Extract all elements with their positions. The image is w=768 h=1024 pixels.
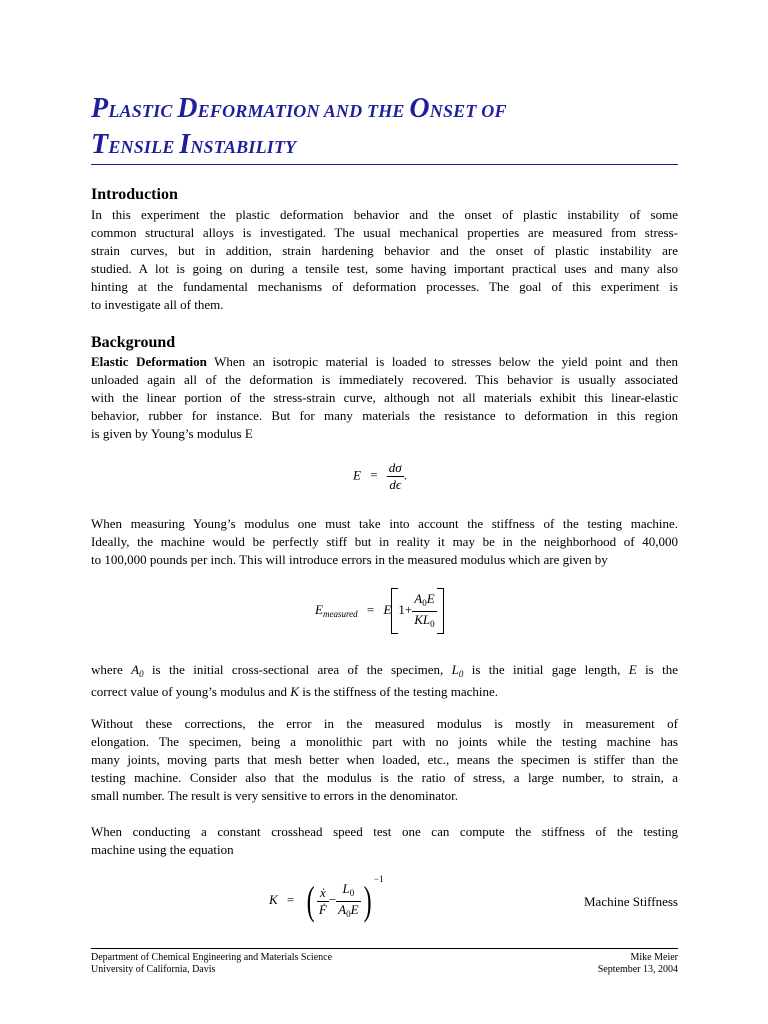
equation-machine-stiffness: K = ( $\frac{\text{ẋ}}{\text{Ḟ}}$ − $\frac{L_0}{A_0E}$ ) $^{-1}$ bbox=[269, 874, 384, 924]
heading-introduction: Introduction bbox=[91, 186, 178, 203]
title-line-2: TENSILE INSTABILITY bbox=[91, 129, 297, 160]
footer-date: September 13, 2004 bbox=[597, 964, 678, 975]
paragraph-where: where $A_0$ is the initial cross-sectional area of the specimen, $L_0$ is the initial gage length, E is the correct value of young’s modulus and K is the stiffness of the testing machine. bbox=[91, 662, 678, 699]
footer-author: Mike Meier bbox=[630, 952, 678, 963]
footer-rule bbox=[91, 948, 678, 949]
paragraph-measuring-modulus: When measuring Young’s modulus one must take into account the stiffness of the testing machine. Ideally, the machine would be perfectly stiff but in reality it may be in the neighborhood of 40,000 to 100,000 pounds per inch. This will introduce errors in the measured modulus which are given by bbox=[91, 516, 678, 567]
title-underline bbox=[91, 164, 678, 165]
paragraph-corrections: Without these corrections, the error in the measured modulus is mostly in measurement of elongation. The specimen, being a monolithic part with no joints while the testing machine has many joints, moving parts that mesh better when loaded, etc., means the specimen is stiffer than the testing machine. Consider also that the modulus is the ratio of stress, a large number, to strain, a small number. The result is very sensitive to errors in the denominator. bbox=[91, 716, 678, 803]
paragraph-constant-speed: When conducting a constant crosshead speed test one can compute the stiffness of the testing machine using the equation bbox=[91, 824, 678, 857]
document-title bbox=[91, 92, 678, 164]
equation-label-machine-stiffness: Machine Stiffness bbox=[584, 894, 678, 909]
footer-university: University of California, Davis bbox=[91, 964, 216, 975]
title-line-1: PLASTIC DEFORMATION AND THE ONSET OF bbox=[91, 93, 507, 124]
heading-background: Background bbox=[91, 334, 176, 351]
lead-elastic-deformation: Elastic Deformation bbox=[91, 354, 207, 369]
paragraph-introduction: In this experiment the plastic deformation behavior and the onset of plastic instability of some common structural alloys is investigated. The usual mechanical properties are measured from stress- strain curves, but in addition, strain hardening behavior and the onset of plastic instability are studied. A lot is going on during a tensile test, some having important practical uses and many also hinting at the fundamental mechanisms of deformation processes. The goal of this experiment is to investigate all of them. bbox=[91, 207, 678, 312]
equation-measured-modulus: $E_{measured} = E$ 1+ $\frac{A_0E}{KL_0}$ bbox=[315, 588, 444, 634]
footer-department: Department of Chemical Engineering and Materials Science bbox=[91, 952, 333, 963]
equation-youngs-modulus: E = $\frac{d\sigma}{d\epsilon}$ . bbox=[353, 460, 407, 492]
paragraph-elastic-deformation: Elastic Deformation When an isotropic material is loaded to stresses below the yield point and then unloaded again all of the deformation is immediately recovered. This behavior is usually associated with the linear portion of the stress-strain curve, although not all materials exhibit this linear-elastic behavior, rubber for instance. But for many materials the resistance to deformation in this region is given by Young’s modulus E bbox=[91, 354, 679, 441]
